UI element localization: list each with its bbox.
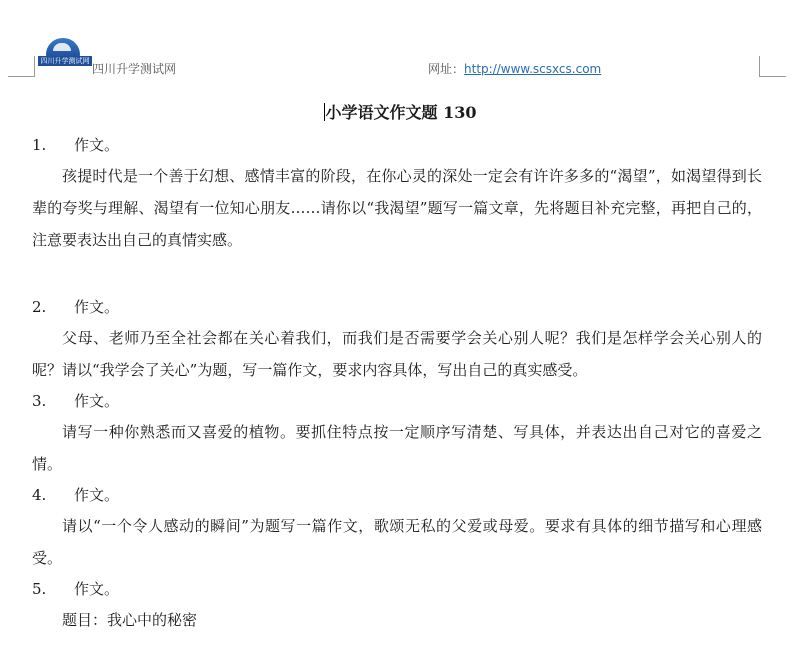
page-header — [38, 36, 748, 76]
site-name: 四川升学测试网 — [92, 62, 177, 76]
site-url-line — [428, 60, 601, 77]
item-1-paragraph: 孩提时代是一个善于幻想、感情丰富的阶段，在你心灵的深处一定会有许许多多的“渴望”，如渴望得到长辈的夸奖与理解、渴望有一位知心朋友……请你以“我渴望”题写一篇文章，先将题目补充完整，再把自己的，注意要表达出自己的真情实感。 — [32, 167, 762, 249]
item-1-heading — [32, 130, 762, 160]
item-number: 2. — [32, 298, 47, 316]
document-body — [32, 130, 762, 636]
document-title-text: 小学语文作文题 130 — [325, 103, 477, 122]
document-title — [0, 100, 800, 123]
item-label: 作文。 — [74, 392, 120, 410]
item-3-heading — [32, 386, 762, 416]
item-label: 作文。 — [74, 136, 120, 154]
item-3-paragraph: 请写一种你熟悉而又喜爱的植物。要抓住特点按一定顺序写清楚、写具体，并表达出自己对它的喜爱之情。 — [32, 423, 762, 473]
item-label: 作文。 — [74, 298, 120, 316]
text-cursor — [324, 103, 325, 121]
site-logo — [38, 36, 92, 70]
item-label: 作文。 — [74, 580, 120, 598]
item-number: 1. — [32, 136, 47, 154]
item-2-paragraph: 父母、老师乃至全社会都在关心着我们，而我们是否需要学会关心别人呢？我们是怎样学会关心别人的呢？请以“我学会了关心”为题，写一篇作文，要求内容具体，写出自己的真实感受。 — [32, 329, 762, 379]
item-4-heading — [32, 480, 762, 510]
item-number: 4. — [32, 486, 47, 504]
logo-text: 四川升学测试网 — [38, 56, 92, 66]
item-5-heading — [32, 574, 762, 604]
item-2-heading — [32, 292, 762, 322]
item-number: 3. — [32, 392, 47, 410]
item-4-paragraph: 请以“一个令人感动的瞬间”为题写一篇作文，歌颂无私的父爱或母爱。要求有具体的细节描写和心理感受。 — [32, 517, 762, 567]
page-corner-left — [8, 56, 35, 77]
page-corner-right — [759, 56, 786, 77]
logo-icon — [46, 38, 80, 58]
url-label: 网址： — [428, 62, 465, 76]
item-number: 5. — [32, 580, 47, 598]
item-5-paragraph: 题目：我心中的秘密 — [62, 611, 198, 629]
site-url-link[interactable]: http://www.scsxcs.com — [464, 62, 602, 76]
item-label: 作文。 — [74, 486, 120, 504]
blank-line — [32, 256, 762, 292]
